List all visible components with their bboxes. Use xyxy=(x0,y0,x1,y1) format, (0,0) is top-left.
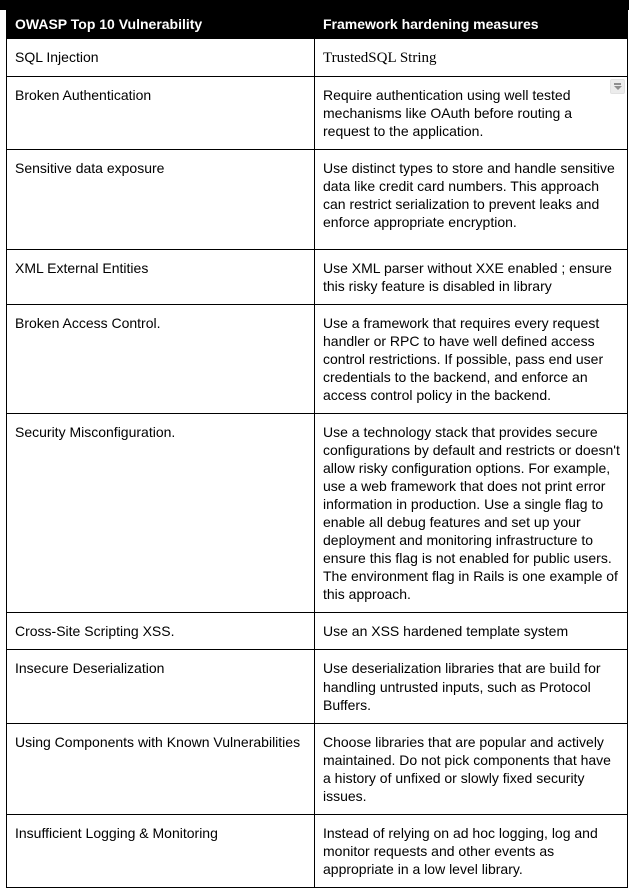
table-row xyxy=(7,724,628,815)
vulnerability-label: Cross-Site Scripting XSS. xyxy=(15,623,175,639)
table-row xyxy=(7,250,628,305)
measure-text-segment: Use deserialization libraries that are xyxy=(323,660,550,676)
marker-bar-shape xyxy=(614,83,621,85)
vulnerability-label: Broken Access Control. xyxy=(15,315,161,331)
measure-cell xyxy=(315,39,628,77)
table-row xyxy=(7,150,628,250)
vulnerability-label: XML External Entities xyxy=(15,260,149,276)
measure-cell xyxy=(315,77,628,150)
measure-text-segment: Use a framework that requires every request handler or RPC to have well defined access control restrictions. If possible, pass end user credentials to the backend, and enforce an access control policy in the backend. xyxy=(323,315,604,403)
dropdown-marker-icon[interactable] xyxy=(610,79,625,94)
measure-text-segment: Use a technology stack that provides secure configurations by default and restricts or doesn't allow risky configuration options. For example, use a web framework that does not print error information in production. Use a single flag to enable all debug features and set up your deployment and monitoring infrastructure to ensure this flag is not enabled for public users. The environment flag in Rails is one example of this approach. xyxy=(323,424,620,602)
measure-text-segment: Use an XSS hardened template system xyxy=(323,623,569,639)
vulnerability-cell xyxy=(7,650,315,724)
measure-text-segment: build xyxy=(549,661,581,677)
table-row xyxy=(7,305,628,414)
triangle-down-icon xyxy=(614,86,622,90)
vulnerability-cell xyxy=(7,724,315,815)
vulnerability-cell xyxy=(7,613,315,650)
measure-cell xyxy=(315,815,628,888)
vulnerability-cell xyxy=(7,250,315,305)
measure-cell xyxy=(315,650,628,724)
vulnerability-cell xyxy=(7,39,315,77)
vulnerability-label: Sensitive data exposure xyxy=(15,160,165,176)
vulnerability-cell xyxy=(7,77,315,150)
measure-cell xyxy=(315,150,628,250)
measure-text-segment: Use distinct types to store and handle sensitive data like credit card numbers. This approach can restrict serialization to prevent leaks and enforce appropriate encryption. xyxy=(323,160,615,230)
measure-text-segment: TrustedSQL String xyxy=(323,50,437,66)
measure-text-segment: Choose libraries that are popular and actively maintained. Do not pick components that have a history of unfixed or slowly fixed security issues. xyxy=(323,734,611,804)
vulnerability-label: Insecure Deserialization xyxy=(15,660,165,676)
measure-cell xyxy=(315,724,628,815)
vulnerability-cell xyxy=(7,414,315,613)
table-row xyxy=(7,414,628,613)
vulnerability-cell xyxy=(7,305,315,414)
table-row xyxy=(7,77,628,150)
vulnerability-label: Broken Authentication xyxy=(15,87,152,103)
vulnerability-label: Using Components with Known Vulnerabilities xyxy=(15,734,301,750)
table-row xyxy=(7,613,628,650)
vulnerability-cell xyxy=(7,815,315,888)
vulnerability-label: Insufficient Logging & Monitoring xyxy=(15,825,218,841)
owasp-hardening-table xyxy=(6,8,628,888)
measure-text-segment: Use XML parser without XXE enabled ; ensure this risky feature is disabled in library xyxy=(323,260,612,294)
measure-text-segment: for handling untrusted inputs, such as Protocol Buffers. xyxy=(323,660,601,713)
measure-cell xyxy=(315,414,628,613)
table-body xyxy=(7,39,628,888)
measure-cell xyxy=(315,250,628,305)
vulnerability-cell xyxy=(7,150,315,250)
vulnerability-label: Security Misconfiguration. xyxy=(15,424,176,440)
table-row xyxy=(7,39,628,77)
column-header-vulnerability: OWASP Top 10 Vulnerability xyxy=(7,9,315,39)
table-row xyxy=(7,650,628,724)
vulnerability-label: SQL Injection xyxy=(15,49,99,65)
measure-cell xyxy=(315,613,628,650)
measure-text-segment: Require authentication using well tested mechanisms like OAuth before routing a request to the application. xyxy=(323,87,573,139)
column-header-measures: Framework hardening measures xyxy=(315,9,628,39)
table-row xyxy=(7,815,628,888)
measure-cell xyxy=(315,305,628,414)
measure-text-segment: Instead of relying on ad hoc logging, log and monitor requests and other events as appropriate in a low level library. xyxy=(323,825,598,877)
header-row xyxy=(7,9,628,39)
